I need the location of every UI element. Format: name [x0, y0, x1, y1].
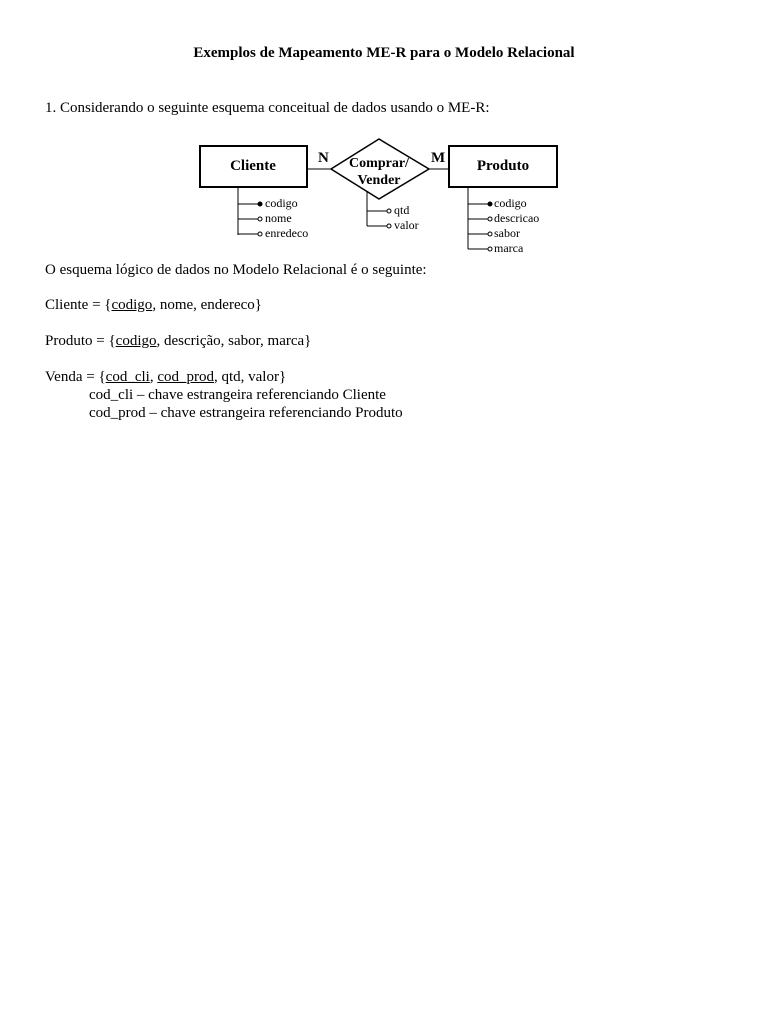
attribute-label: sabor [494, 226, 520, 240]
cardinality-right: M [431, 150, 446, 166]
key-attribute-marker [488, 202, 492, 206]
relation-prefix: Produto = { [45, 333, 116, 349]
attribute-marker [488, 232, 492, 236]
primary-key: cod_prod [157, 369, 214, 385]
key-attribute-marker [258, 202, 262, 206]
cardinality-left: N [318, 150, 329, 166]
er-diagram [0, 0, 768, 270]
attribute-marker [488, 217, 492, 221]
relation-prefix: Cliente = { [45, 297, 112, 313]
intro-paragraph: 1. Considerando o seguinte esquema conceitual de dados usando o ME-R: [45, 100, 490, 116]
attribute-label: marca [494, 241, 524, 255]
primary-key: codigo [111, 297, 153, 313]
attribute-label: enredeco [265, 226, 309, 240]
attribute-label: codigo [265, 196, 298, 210]
foreign-key-note: cod_prod – chave estrangeira referenciando Produto [89, 405, 403, 421]
attribute-label: valor [394, 218, 419, 232]
attribute-marker [258, 217, 262, 221]
primary-key: codigo [115, 333, 157, 349]
logical-intro: O esquema lógico de dados no Modelo Relacional é o seguinte: [45, 262, 427, 278]
attribute-marker [387, 224, 391, 228]
relation-venda [45, 369, 286, 386]
page-title: Exemplos de Mapeamento ME-R para o Modelo Relacional [193, 45, 575, 61]
attribute-marker [258, 232, 262, 236]
attribute-label: descricao [494, 211, 540, 225]
attribute-marker [488, 247, 492, 251]
primary-key: cod_cli [105, 369, 150, 385]
entity-cliente-label: Cliente [230, 158, 276, 174]
attribute-label: nome [265, 211, 292, 225]
relation-attributes: , qtd, valor} [213, 369, 287, 385]
separator: , [149, 369, 158, 385]
relation-produto [45, 333, 311, 350]
relationship-label-line2: Vender [357, 173, 401, 188]
relationship-label-line1: Comprar/ [349, 156, 409, 171]
foreign-key-note: cod_cli – chave estrangeira referenciando Cliente [89, 387, 386, 403]
relation-prefix: Venda = { [45, 369, 106, 385]
attribute-label: qtd [394, 203, 410, 217]
entity-produto-label: Produto [476, 158, 530, 174]
attribute-marker [387, 209, 391, 213]
relation-attributes: , nome, endereco} [152, 297, 262, 313]
attribute-label: codigo [494, 196, 527, 210]
relation-cliente [45, 297, 262, 314]
relation-attributes: , descrição, sabor, marca} [156, 333, 312, 349]
